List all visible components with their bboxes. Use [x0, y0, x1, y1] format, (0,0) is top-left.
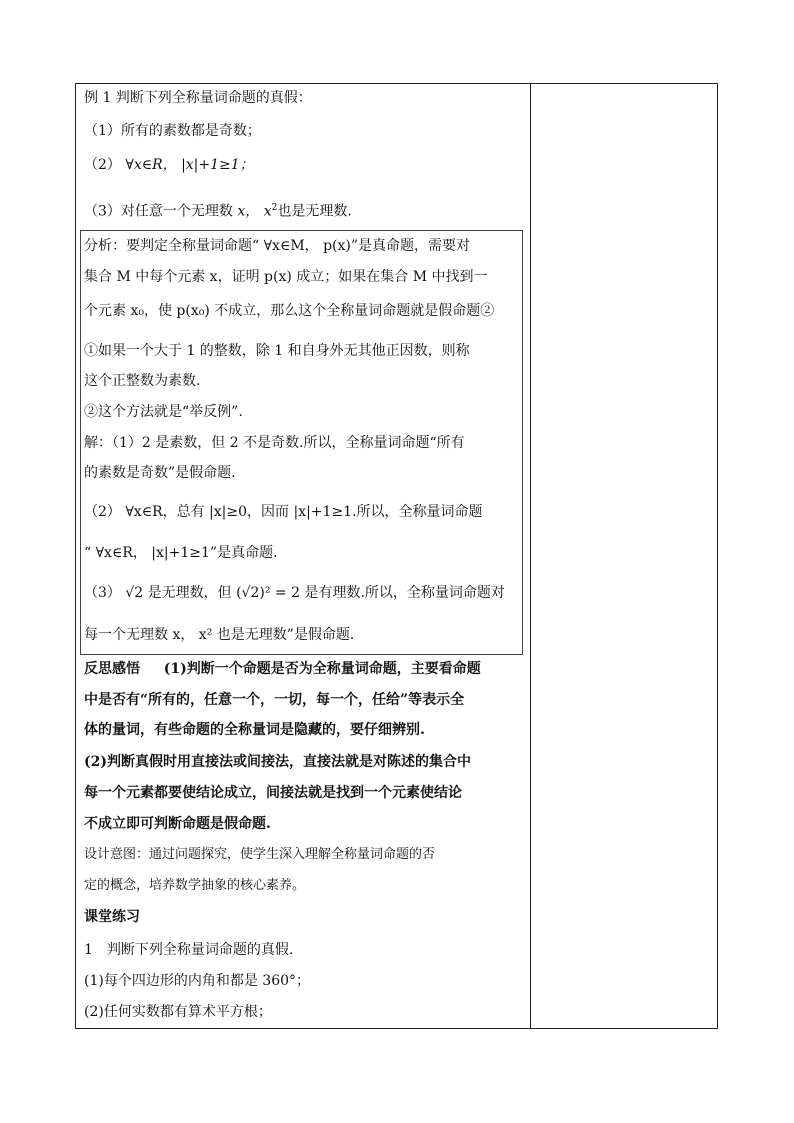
example-item-3-suffix: 也是无理数.: [277, 203, 352, 220]
reflection-label: 反思感悟: [84, 661, 140, 677]
solution-3-line-2: 每一个无理数 x， x² 也是无理数”是假命题.: [84, 627, 355, 643]
footnote-1-line-2: 这个正整数为素数.: [84, 373, 201, 389]
example-item-3-x: x，: [237, 203, 260, 220]
reflection-line-1: [84, 659, 481, 679]
reflection-text-1: (1)判断一个命题是否为全称量词命题，主要看命题: [163, 661, 481, 677]
example-item-3: [84, 198, 352, 222]
example-title: 例 1 判断下列全称量词命题的真假：: [84, 90, 312, 106]
example-item-2: [84, 155, 254, 175]
footnote-2: ②这个方法就是“举反例”.: [84, 404, 243, 420]
solution-3-line-1: （3） √2 是无理数，但 (√2)² = 2 是有理数.所以，全称量词命题对: [84, 585, 505, 601]
reflection-line-4: (2)判断真假时用直接法或间接法，直接法就是对陈述的集合中: [84, 754, 471, 770]
solution-1-line-1: 解：（1）2 是素数，但 2 不是奇数.所以，全称量词命题“所有: [84, 435, 465, 451]
analysis-line-2: 集合 M 中每个元素 x，证明 p(x) 成立；如果在集合 M 中找到一: [84, 269, 488, 285]
solution-2-line-1: （2） ∀x∈R，总有 |x|≥0，因而 |x|+1≥1.所以，全称量词命题: [84, 504, 483, 520]
reflection-line-6: 不成立即可判断命题是假命题.: [84, 816, 271, 832]
example-item-3-x2: x: [263, 203, 272, 220]
reflection-line-5: 每一个元素都要使结论成立，间接法就是找到一个元素使结论: [84, 785, 462, 801]
example-item-2-formula: ∀x∈R， |x|+1≥1；: [125, 157, 254, 173]
analysis-line-3: 个元素 x₀，使 p(x₀) 不成立，那么这个全称量词命题就是假命题②: [84, 303, 495, 319]
example-item-1: （1）所有的素数都是奇数；: [84, 123, 261, 139]
example-item-2-prefix: （2）: [84, 157, 121, 173]
example-item-3-prefix: （3）对任意一个无理数: [84, 203, 233, 220]
design-intent-line-2: 定的概念，培养数学抽象的核心素养。: [84, 878, 306, 893]
design-intent-line-1: 设计意图：通过问题探究，使学生深入理解全称量词命题的否: [84, 847, 436, 862]
practice-question-1a: (1)每个四边形的内角和都是 360°；: [84, 973, 311, 989]
reflection-line-2: 中是否有“所有的，任意一个，一切，每一个，任给”等表示全: [84, 692, 465, 708]
practice-question-1b: (2)任何实数都有算术平方根；: [84, 1004, 272, 1020]
example-item-3-sup: 2: [271, 203, 278, 213]
reflection-line-3: 体的量词，有些命题的全称量词是隐藏的，要仔细辨别.: [84, 722, 425, 738]
solution-1-line-2: 的素数是奇数”是假命题.: [84, 465, 236, 481]
practice-heading: 课堂练习: [84, 909, 140, 925]
analysis-line-1: 分析：要判定全称量词命题“ ∀x∈M， p(x)”是真命题，需要对: [84, 238, 471, 254]
practice-question-1: 1 判断下列全称量词命题的真假.: [84, 942, 294, 958]
column-divider: [530, 84, 531, 1028]
solution-2-line-2: “ ∀x∈R， |x|+1≥1”是真命题.: [84, 545, 278, 561]
footnote-1-line-1: ①如果一个大于 1 的整数，除 1 和自身外无其他正因数，则称: [84, 343, 470, 359]
